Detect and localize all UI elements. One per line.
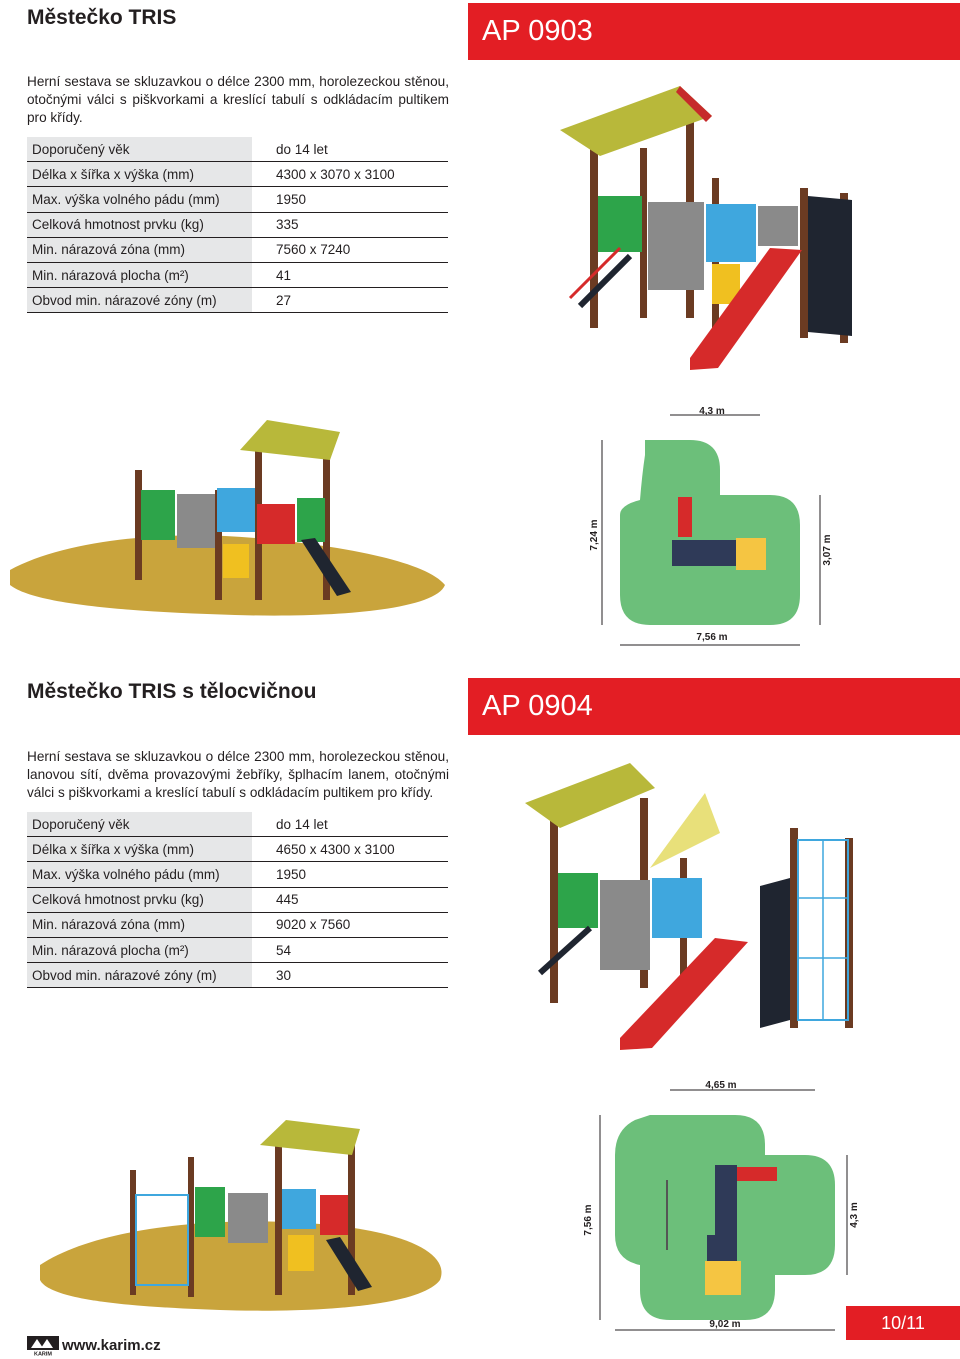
spec-label: Doporučený věk xyxy=(27,137,252,162)
spec-value: 7560 x 7240 xyxy=(252,237,448,262)
roof xyxy=(525,763,655,828)
spec-row xyxy=(27,237,448,262)
spec-row xyxy=(27,137,448,162)
spec-row xyxy=(27,162,448,187)
tower-plan xyxy=(707,1235,737,1261)
playset-sand-illustration xyxy=(5,420,455,620)
board-panel xyxy=(177,494,215,548)
slide xyxy=(690,248,802,370)
product-description: Herní sestava se skluzavkou o délce 2300 mm, horolezeckou stěnou, otočnými válci s piškvorkami a kreslící tabulí s odkládacím pultikem pro křídy. xyxy=(27,74,449,125)
spec-label: Obvod min. nárazové zóny (m) xyxy=(27,963,252,988)
blue-panel xyxy=(706,204,756,262)
red-panel xyxy=(257,504,295,544)
board-panel xyxy=(228,1193,268,1243)
spec-value: 4650 x 4300 x 3100 xyxy=(252,837,448,862)
spec-label: Délka x šířka x výška (mm) xyxy=(27,837,252,862)
spec-value: 30 xyxy=(252,963,448,988)
spec-value: 41 xyxy=(252,262,448,287)
spec-row xyxy=(27,288,448,313)
climbing-wall xyxy=(760,878,790,1028)
dimension-label: 7,56 m xyxy=(583,1204,594,1236)
green-panel xyxy=(558,873,598,928)
playset-gym-sand-illustration xyxy=(30,1115,450,1315)
red-panel xyxy=(320,1195,348,1235)
product-code: AP 0903 xyxy=(482,15,593,47)
board-panel xyxy=(648,202,704,290)
product-title: Městečko TRIS xyxy=(27,6,177,29)
dimension-label: 4,3 m xyxy=(699,406,725,417)
dimension-label: 9,02 m xyxy=(709,1319,741,1330)
impact-zone-plan xyxy=(580,400,840,650)
spec-value: 1950 xyxy=(252,862,448,887)
spec-label: Celková hmotnost prvku (kg) xyxy=(27,212,252,237)
green-panel xyxy=(297,498,325,542)
spec-label: Délka x šířka x výška (mm) xyxy=(27,162,252,187)
spec-value: 4300 x 3070 x 3100 xyxy=(252,162,448,187)
sun-sail xyxy=(650,793,720,868)
grey-panel xyxy=(758,206,798,246)
spec-value: do 14 let xyxy=(252,812,448,837)
spec-row xyxy=(27,887,448,912)
spec-value: do 14 let xyxy=(252,137,448,162)
product-code-badge xyxy=(468,678,960,735)
spec-label: Max. výška volného pádu (mm) xyxy=(27,187,252,212)
spec-table xyxy=(27,137,448,313)
slide-plan xyxy=(737,1167,777,1181)
spec-value: 9020 x 7560 xyxy=(252,912,448,937)
tower-plan xyxy=(672,540,736,566)
playset-gym-illustration xyxy=(520,758,870,1058)
spec-label: Max. výška volného pádu (mm) xyxy=(27,862,252,887)
spec-row xyxy=(27,812,448,837)
spec-row xyxy=(27,937,448,962)
spec-row xyxy=(27,912,448,937)
dimension-label: 4,3 m xyxy=(849,1202,860,1228)
green-panel xyxy=(141,490,175,540)
dimension-label: 3,07 m xyxy=(822,534,833,566)
spec-value: 27 xyxy=(252,288,448,313)
spec-label: Doporučený věk xyxy=(27,812,252,837)
tower-plan xyxy=(715,1165,737,1235)
climbing-wall xyxy=(808,196,852,336)
rollers xyxy=(223,544,249,578)
page-number: 10/11 xyxy=(881,1312,925,1333)
blue-panel xyxy=(652,878,702,938)
dimension-label: 7,24 m xyxy=(589,519,600,551)
impact-zone-plan xyxy=(575,1075,865,1340)
product-code: AP 0904 xyxy=(482,690,593,722)
page-number-badge xyxy=(846,1306,960,1340)
rollers xyxy=(288,1235,314,1271)
product-description: Herní sestava se skluzavkou o délce 2300 mm, horolezeckou stěnou, lanovou sítí, dvěma provazovými žebříky, šplhacím lanem, otočnými válci s piškvorkami a kreslící tabulí s odkládacím pultikem pro křídy. xyxy=(27,749,449,800)
green-panel xyxy=(598,196,642,252)
spec-label: Min. nárazová plocha (m²) xyxy=(27,937,252,962)
product-title: Městečko TRIS s tělocvičnou xyxy=(27,680,317,703)
spec-label: Min. nárazová zóna (mm) xyxy=(27,912,252,937)
spec-value: 335 xyxy=(252,212,448,237)
dimension-label: 4,65 m xyxy=(705,1080,737,1091)
green-panel xyxy=(195,1187,225,1237)
spec-row xyxy=(27,837,448,862)
spec-label: Obvod min. nárazové zóny (m) xyxy=(27,288,252,313)
impact-zone xyxy=(620,440,800,625)
blue-panel xyxy=(282,1189,316,1229)
slide-plan xyxy=(678,497,692,537)
roof-plan xyxy=(736,538,766,570)
dimension-label: 7,56 m xyxy=(696,632,728,643)
spec-label: Celková hmotnost prvku (kg) xyxy=(27,887,252,912)
playset-illustration xyxy=(540,78,880,378)
spec-row xyxy=(27,262,448,287)
spec-label: Min. nárazová plocha (m²) xyxy=(27,262,252,287)
spec-row xyxy=(27,862,448,887)
spec-row xyxy=(27,212,448,237)
website-link[interactable]: www.karim.cz xyxy=(62,1337,161,1354)
spec-label: Min. nárazová zóna (mm) xyxy=(27,237,252,262)
blue-panel xyxy=(217,488,255,532)
spec-row xyxy=(27,963,448,988)
roof-plan xyxy=(705,1261,741,1295)
product-code-badge xyxy=(468,3,960,60)
svg-text:KARIM: KARIM xyxy=(33,1351,53,1356)
spec-value: 1950 xyxy=(252,187,448,212)
spec-value: 54 xyxy=(252,937,448,962)
board-panel xyxy=(600,880,650,970)
spec-table xyxy=(27,812,448,988)
karim-logo xyxy=(27,1336,59,1356)
spec-value: 445 xyxy=(252,887,448,912)
spec-row xyxy=(27,187,448,212)
